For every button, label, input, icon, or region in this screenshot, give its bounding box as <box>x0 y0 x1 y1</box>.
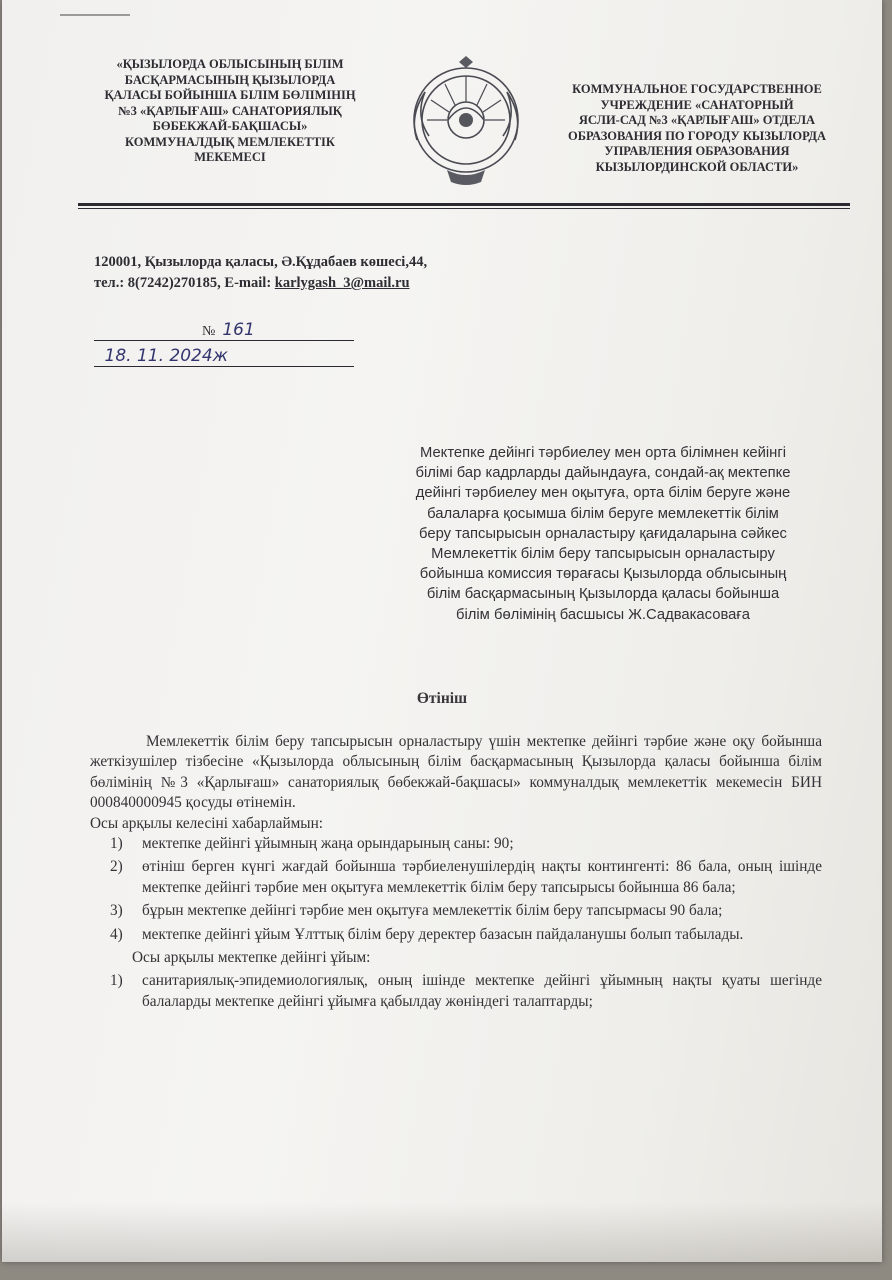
list-number: 4) <box>110 925 123 943</box>
list-number: 1) <box>110 972 123 990</box>
header-russian-line: ЯСЛИ-САД №3 «ҚАРЛЫҒАШ» ОТДЕЛА <box>578 113 816 127</box>
intro-paragraph: Мемлекеттік білім беру тапсырысын орналастыру үшін мектепке дейінгі тәрбие және оқу бойынша жеткізушілер тізбесіне «Қызылорда облысының білім басқармасының Қызылорда қаласы бойынша білім бөлімінің №3 «Қарлығаш» санаториялық бөбекжай-бақшасы» коммуналдық мемлекеттік мекемесін БИН 000840000945 қосуды өтінемін. <box>90 733 822 812</box>
state-emblem-icon <box>407 56 525 192</box>
addressee-line: білімі бар кадрларды дайындауға, сондай-ақ мектепке <box>415 465 791 482</box>
header-kazakh-line: ҚАЛАСЫ БОЙЫНША БІЛІМ БӨЛІМІНІҢ <box>104 88 356 102</box>
header-russian-line: КОММУНАЛЬНОЕ ГОСУДАРСТВЕННОЕ <box>572 82 822 96</box>
header-kazakh-line: МЕКЕМЕСІ <box>194 150 266 164</box>
list-text: мектепке дейінгі ұйым Ұлттық білім беру деректер базасын пайдаланушы болып табылады. <box>142 925 744 943</box>
header-russian-line: КЫЗЫЛОРДИНСКОЙ ОБЛАСТИ» <box>595 159 799 174</box>
registration-date: 18. 11. 2024ж <box>104 346 228 366</box>
obligation-list <box>90 971 822 1012</box>
organization-line: Осы арқылы мектепке дейінгі ұйым: <box>132 949 371 967</box>
header-kazakh-line: №3 «ҚАРЛЫҒАШ» САНАТОРИЯЛЫҚ <box>118 103 342 118</box>
phone-text: тел.: 8(7242)270185, E-mail: <box>94 275 275 291</box>
header-divider-thin <box>78 208 850 209</box>
corner-mark <box>60 14 130 16</box>
list-item <box>90 971 822 1012</box>
registration-number: 161 <box>222 320 255 340</box>
addressee-block <box>380 443 826 625</box>
header-kazakh-line: БӨБЕКЖАЙ-БАҚШАСЫ» <box>152 119 308 133</box>
header-kazakh-line: БАСҚАРМАСЫНЫҢ ҚЫЗЫЛОРДА <box>124 72 336 87</box>
header-kazakh-line: «ҚЫЗЫЛОРДА ОБЛЫСЫНЫҢ БІЛІМ <box>116 57 344 71</box>
header-kazakh-line: КОММУНАЛДЫҚ МЕМЛЕКЕТТІК <box>125 134 335 149</box>
email-link[interactable]: karlygash_3@mail.ru <box>274 275 410 291</box>
list-text: санитариялық-эпидемиологиялық, оның ішінде мектепке дейінгі ұйымның нақты қуаты шегінде балаларды мектепке дейінгі ұйымға қабылдау жөніндегі талаптарды; <box>142 972 822 1010</box>
list-item <box>90 925 822 945</box>
addressee-line: Мемлекеттік білім беру тапсырысын орналастыру <box>431 546 775 563</box>
document-body <box>90 732 822 1015</box>
addressee-line: беру тапсырысын орналастыру қағидаларына сәйкес <box>419 525 787 542</box>
list-number: 2) <box>110 858 123 876</box>
number-blank <box>94 324 202 341</box>
list-number: 3) <box>110 902 123 920</box>
header-russian-line: УПРАВЛЕНИЯ ОБРАЗОВАНИЯ <box>604 144 790 158</box>
addressee-line: дейінгі тәрбиелеу мен оқытуға, орта білім беруге және <box>415 485 791 502</box>
info-list <box>90 834 822 945</box>
addressee-line: білім басқармасының Қызылорда қаласы бойынша <box>426 586 780 603</box>
inform-line: Осы арқылы келесіні хабарлаймын: <box>90 814 324 832</box>
list-text: бұрын мектепке дейінгі тәрбие мен оқытуға мемлекеттік білім беру тапсырмасы 90 бала; <box>142 902 723 920</box>
date-field <box>94 346 354 367</box>
addressee-line: бойынша комиссия төрағасы Қызылорда облысының <box>419 566 787 583</box>
contact-line <box>94 275 410 292</box>
header-divider <box>78 203 850 206</box>
number-field <box>202 320 354 341</box>
list-text: мектепке дейінгі ұйымның жаңа орындарының саны: 90; <box>142 835 514 853</box>
list-number: 1) <box>110 835 123 853</box>
header-russian-line: УЧРЕЖДЕНИЕ «САНАТОРНЫЙ <box>600 97 794 112</box>
list-item <box>90 901 822 921</box>
postal-address: 120001, Қызылорда қаласы, Ә.Құдабаев көшесі,44, <box>94 254 428 270</box>
list-text: өтініш берген күнгі жағдай бойынша тәрбиеленушілердің нақты контингенті: 86 бала, оның ішінде мектепке дейінгі тәрбие мен оқытуға мемлекеттік білім беру тапсырысы бойынша 86 бала; <box>142 858 822 896</box>
registration-date-line <box>94 346 354 367</box>
list-item <box>90 834 822 854</box>
number-prefix: № <box>202 324 216 339</box>
registration-number-line <box>94 320 354 341</box>
document-title: Өтініш <box>416 690 468 707</box>
header-russian-line: ОБРАЗОВАНИЯ ПО ГОРОДУ КЫЗЫЛОРДА <box>567 128 827 143</box>
header-russian <box>532 82 862 175</box>
addressee-line: балаларға қосымша білім беруге мемлекеттік білім <box>427 505 779 522</box>
addressee-line: білім бөлімінің басшысы Ж.Садвакасоваға <box>456 606 750 623</box>
document-page <box>2 0 882 1262</box>
list-item <box>90 857 822 898</box>
addressee-line: Мектепке дейінгі тәрбиелеу мен орта білімнен кейінгі <box>419 445 787 461</box>
header-kazakh <box>70 57 390 166</box>
